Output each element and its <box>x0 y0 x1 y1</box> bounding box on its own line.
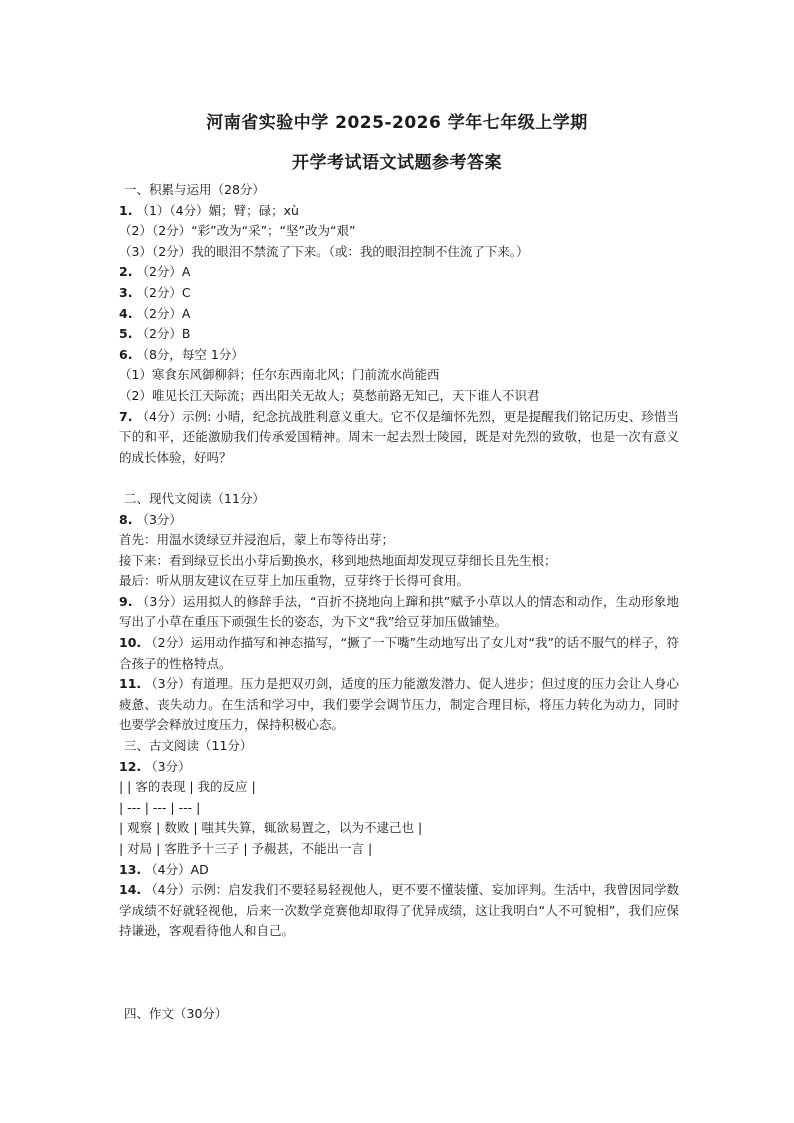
answer-5 <box>119 324 679 345</box>
answer-text: （2分）A <box>136 264 191 280</box>
answer-text: （4分）AD <box>145 861 209 877</box>
answer-9 <box>119 592 679 633</box>
answer-8 <box>119 510 679 531</box>
question-number: 13. <box>119 861 142 877</box>
answer-8-a: 首先：用温水烫绿豆并浸泡后，蒙上布等待出芽； <box>119 532 395 548</box>
answer-text: （4分）示例: 小晴，纪念抗战胜利意义重大。它不仅是缅怀先烈，更是提醒我们铭记历史、珍惜当下的和平，还能激励我们传承爱国精神。周末一起去烈士陵园，既是对先烈的致敬，也是一次有意义的成长体验，好吗？ <box>119 408 679 465</box>
answer-text: （3分） <box>136 511 182 527</box>
section-heading-4: 四、作文（30分） <box>124 1005 228 1021</box>
spacer <box>119 983 679 1004</box>
answer-text: （3分）运用拟人的修辞手法，“百折不挠地向上蹿和拱”赋予小草以人的情态和动作，生动形象地写出了小草在重压下顽强生长的姿态，为下文“我”给豆芽加压做铺垫。 <box>119 593 679 630</box>
question-number: 7. <box>119 408 133 424</box>
answer-8-c: 最后：听从朋友建议在豆芽上加压重物，豆芽终于长得可食用。 <box>119 573 470 589</box>
answer-10 <box>119 633 679 674</box>
answer-text: （3分） <box>145 758 191 774</box>
section-heading-1: 一、积累与运用（28分） <box>124 182 265 197</box>
table-row: | 观察 | 数败 | 嗤其失算，辄欲易置之，以为不逮己也 | <box>119 820 423 836</box>
answer-text: （1）（4分）媚；臂；碌；xù <box>136 202 299 218</box>
table-row: | 对局 | 客胜予十三子 | 予赧甚，不能出一言 | <box>119 841 373 856</box>
answer-text: （2分）C <box>136 284 191 300</box>
answer-text: （3分）有道理。压力是把双刃剑，适度的压力能激发潜力、促人进步；但过度的压力会让人身心疲惫、丧失动力。在生活和学习中，我们要学会调节压力，制定合理目标，将压力转化为动力，同时也要学会释放过度压力，保持积极心态。 <box>119 676 679 733</box>
answer-text: （2分）B <box>136 326 191 342</box>
question-number: 11. <box>119 676 142 692</box>
spacer <box>119 942 679 983</box>
answer-3 <box>119 283 679 304</box>
question-number: 8. <box>119 511 133 527</box>
question-number: 14. <box>119 882 142 898</box>
answer-1-2: （2）（2分）“彩”改为“采”；“坚”改为“艰” <box>119 223 356 239</box>
answer-2 <box>119 262 679 283</box>
answer-6-2: （2）唯见长江天际流；西出阳关无故人；莫愁前路无知己，天下谁人不识君 <box>119 387 540 403</box>
answer-text: （2分）运用动作描写和神态描写，“撅了一下嘴”生动地写出了女儿对“我”的话不服气的样子，符合孩子的性格特点。 <box>119 635 679 671</box>
section-heading-2: 二、现代文阅读（11分） <box>124 490 265 506</box>
table-header-row: | | 客的表现 | 我的反应 | <box>119 779 256 795</box>
answer-1 <box>119 201 679 222</box>
document-title-line2: 开学考试语文试题参考答案 <box>292 153 502 173</box>
question-number: 10. <box>119 635 142 651</box>
question-number: 6. <box>119 346 133 362</box>
answer-6 <box>119 345 679 366</box>
question-number: 5. <box>119 326 133 342</box>
question-number: 1. <box>119 202 133 218</box>
spacer <box>119 468 679 489</box>
answer-11 <box>119 674 679 736</box>
answer-4 <box>119 304 679 325</box>
answer-8-b: 接下来：看到绿豆长出小芽后勤换水，移到地热地面却发现豆芽细长且先生根； <box>119 552 557 568</box>
answer-13 <box>119 860 679 881</box>
answer-text: （2分）A <box>136 305 191 321</box>
section-heading-3: 三、古文阅读（11分） <box>124 738 253 754</box>
question-number: 4. <box>119 305 133 321</box>
table-separator-row: | --- | --- | --- | <box>119 799 201 815</box>
answer-14 <box>119 880 679 942</box>
answer-text: （4分）示例：启发我们不要轻易轻视他人，更不要不懂装懂、妄加评判。生活中，我曾因同学数学成绩不好就轻视他，后来一次数学竞赛他却取得了优异成绩，这让我明白“人不可貌相”，我们应保持谦逊，客观看待他人和自己。 <box>119 882 679 939</box>
answer-7 <box>119 407 679 469</box>
question-number: 12. <box>119 758 142 774</box>
question-number: 2. <box>119 264 133 280</box>
answer-12 <box>119 757 679 778</box>
question-number: 9. <box>119 593 133 609</box>
question-number: 3. <box>119 284 133 300</box>
document-title-line1: 河南省实验中学 2025-2026 学年七年级上学期 <box>206 113 588 133</box>
answer-text: （8分，每空 1分） <box>136 346 244 362</box>
answer-body <box>119 180 679 1024</box>
answer-6-1: （1）寒食东风御柳斜；任尔东西南北风；门前流水尚能西 <box>119 367 440 383</box>
answer-1-3: （3）（2分）我的眼泪不禁流了下来。（或：我的眼泪控制不住流了下来。） <box>119 243 529 259</box>
